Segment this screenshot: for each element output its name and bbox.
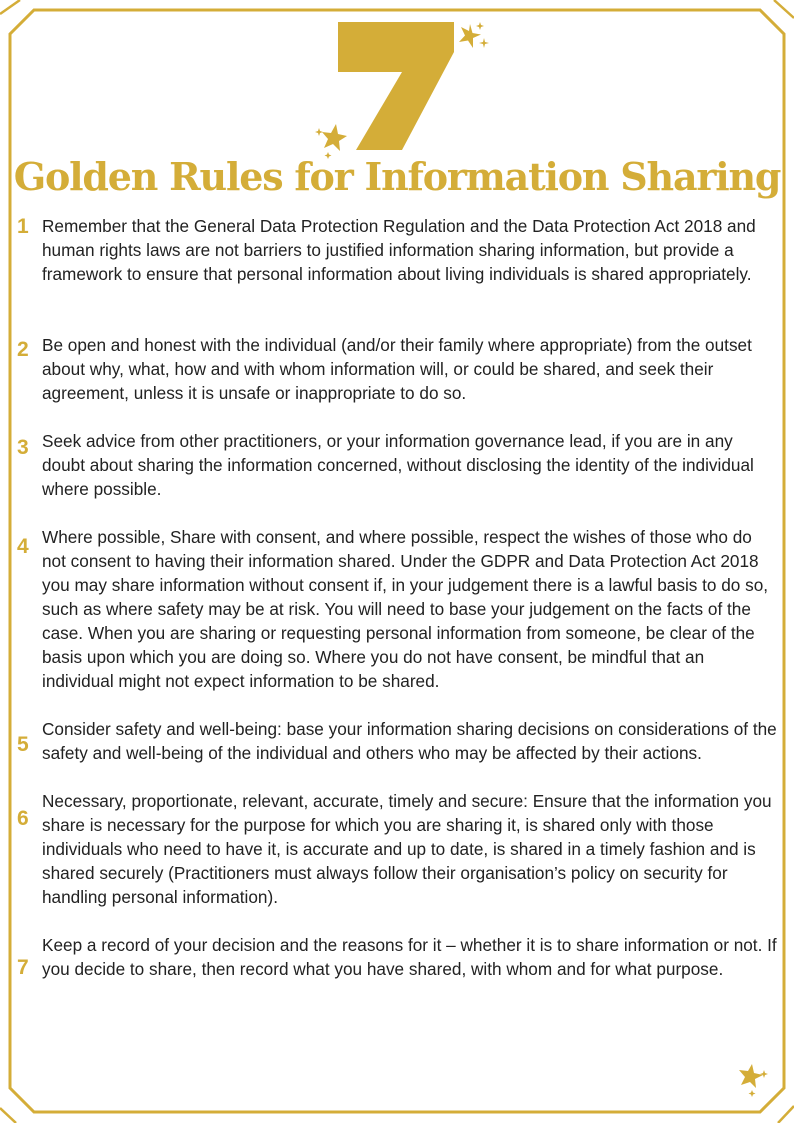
rule-number: 5 bbox=[17, 733, 29, 756]
rule-text: Keep a record of your decision and the reasons for it – whether it is to share information or not. If you decide to share, then record what you have shared, with whom and for what purpose. bbox=[42, 935, 777, 979]
rule-number: 7 bbox=[17, 956, 29, 979]
star-icon bbox=[456, 22, 490, 56]
rule-number: 1 bbox=[17, 215, 29, 238]
star-icon bbox=[734, 1060, 770, 1100]
rule-text: Necessary, proportionate, relevant, accurate, timely and secure: Ensure that the information you share is necessary for the purpose for which you are sharing it, is shared only with those individuals who need to have it, is accurate and up to date, is shared in a timely fashion and is shared securely (Practitioners must always follow their organisation’s policy on security for handling personal information). bbox=[42, 791, 772, 907]
rule-number: 6 bbox=[17, 807, 29, 830]
page-title: Golden Rules for Information Sharing bbox=[13, 154, 781, 199]
rule-text: Consider safety and well-being: base your information sharing decisions on considerations of the safety and well-being of the individual and others who may be affected by their actions. bbox=[42, 719, 777, 763]
big-seven-graphic bbox=[338, 22, 454, 152]
rule-number: 4 bbox=[17, 535, 29, 558]
rule-number: 3 bbox=[17, 436, 29, 459]
rule-text: Be open and honest with the individual (and/or their family where appropriate) from the outset about why, what, how and with whom information will, or could be shared, and seek their agreement, unless it is unsafe or inappropriate to do so. bbox=[42, 335, 752, 403]
rule-number: 2 bbox=[17, 338, 29, 361]
rule-text: Remember that the General Data Protection Regulation and the Data Protection Act 2018 and human rights laws are not barriers to justified information sharing information, but provide a framework to ensure that personal information about living individuals is shared appropriately. bbox=[42, 216, 756, 284]
rule-text: Where possible, Share with consent, and where possible, respect the wishes of those who do not consent to having their information shared. Under the GDPR and Data Protection Act 2018 you may share information without consent if, in your judgement there is a lawful basis to do so, such as where safety may be at risk. You will need to base your judgement on the facts of the case. When you are sharing or requesting personal information from someone, be clear of the basis upon which you are doing so. Where you do not have consent, be mindful that an individual might not expect information to be shared. bbox=[42, 527, 769, 691]
rule-text: Seek advice from other practitioners, or your information governance lead, if you are in any doubt about sharing the information concerned, without disclosing the identity of the individual where possible. bbox=[42, 431, 754, 499]
